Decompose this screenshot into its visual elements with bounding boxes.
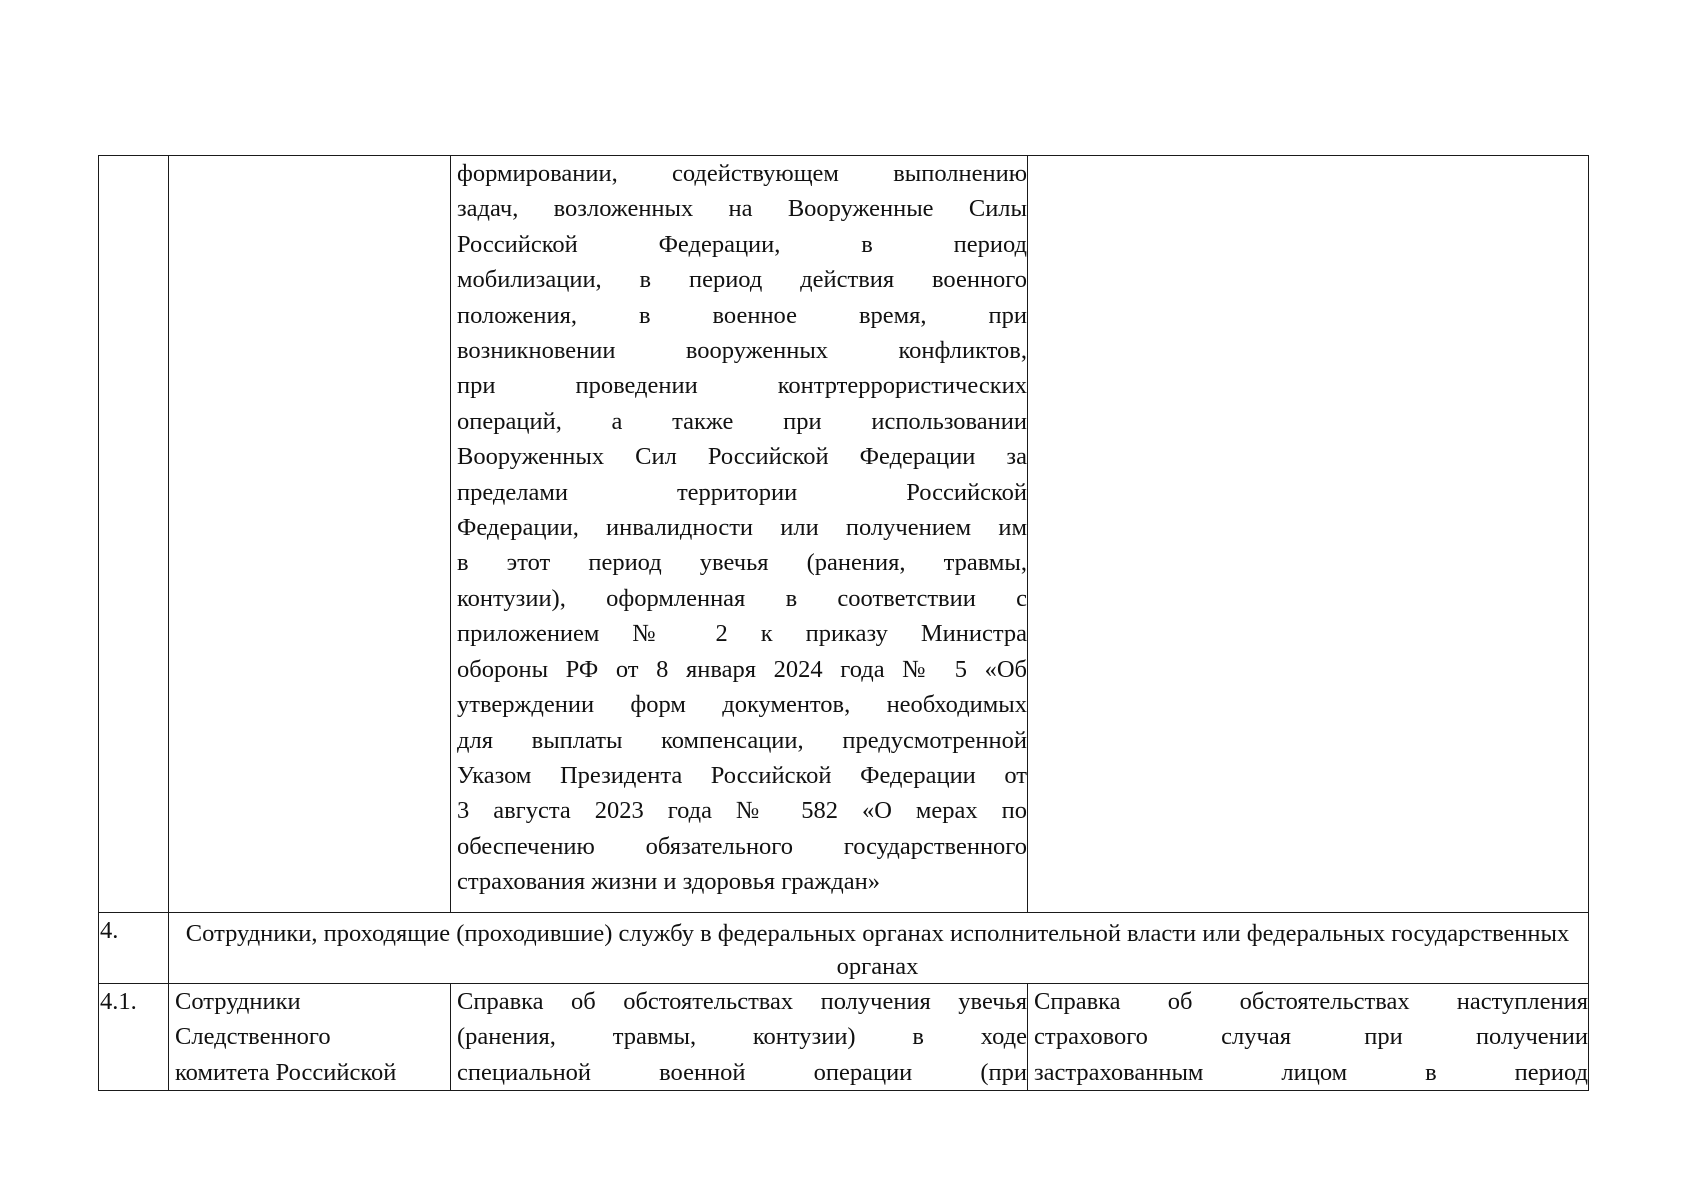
document-text-line: Указом Президента Российской Федерации от — [457, 761, 1027, 789]
section-number: 4. — [99, 913, 169, 984]
cell-insurance-doc-text — [1028, 984, 1589, 1091]
cell-document-text — [451, 156, 1028, 913]
document-table — [98, 155, 1589, 1091]
document-text-line: операций, а также при использовании — [457, 407, 1027, 435]
category-text-line: Следственного — [175, 1023, 331, 1051]
table-row-4-1 — [99, 984, 1589, 1091]
insurance-text-line: застрахованным лицом в период — [1034, 1058, 1588, 1086]
document-text-line: при проведении контртеррористических — [457, 372, 1027, 400]
document-text-line: мобилизации, в период действия военного — [457, 266, 1027, 294]
cell-document-text — [451, 984, 1028, 1091]
document-text-line: контузии), оформленная в соответствии с — [457, 584, 1027, 612]
document-text-line: задач, возложенных на Вооруженные Силы — [457, 195, 1027, 223]
section-title: Сотрудники, проходящие (проходившие) службу в федеральных органах исполнительной власти или федеральных государственных органах — [169, 913, 1589, 984]
document-text-line: возникновении вооруженных конфликтов, — [457, 337, 1027, 365]
document-text-line: 3 августа 2023 года № 582 «О мерах по — [457, 797, 1027, 825]
document-text-line: положения, в военное время, при — [457, 301, 1027, 329]
document-text-line: Российской Федерации, в период — [457, 230, 1027, 258]
document-text-line: Справка об обстоятельствах получения увечья — [457, 988, 1027, 1015]
document-text-line: пределами территории Российской — [457, 478, 1027, 506]
insurance-text-line: Справка об обстоятельствах наступления — [1034, 988, 1588, 1015]
category-text-line: комитета Российской — [175, 1058, 397, 1086]
table-row-continued — [99, 156, 1589, 913]
document-text-line: обороны РФ от 8 января 2024 года № 5 «Об — [457, 655, 1027, 683]
insurance-text-line: страхового случая при получении — [1034, 1023, 1588, 1051]
cell-insurance-doc-empty — [1028, 156, 1589, 913]
cell-category — [169, 984, 451, 1091]
document-text-line: утверждении форм документов, необходимых — [457, 691, 1027, 719]
document-text-line: в этот период увечья (ранения, травмы, — [457, 549, 1027, 577]
cell-number-empty — [99, 156, 169, 913]
document-text-line: приложением № 2 к приказу Министра — [457, 620, 1027, 648]
document-text-line: (ранения, травмы, контузии) в ходе — [457, 1023, 1027, 1051]
table-row-section-4 — [99, 913, 1589, 984]
document-text-line: для выплаты компенсации, предусмотренной — [457, 726, 1027, 754]
document-text-line: Вооруженных Сил Российской Федерации за — [457, 443, 1027, 471]
row-number: 4.1. — [99, 984, 169, 1091]
document-text-line: страхования жизни и здоровья граждан» — [457, 868, 880, 896]
document-text-line: обеспечению обязательного государственного — [457, 832, 1027, 860]
cell-category-empty — [169, 156, 451, 913]
document-text-line: формировании, содействующем выполнению — [457, 160, 1027, 187]
document-text-line: Федерации, инвалидности или получением им — [457, 514, 1027, 542]
document-text-line: специальной военной операции (при — [457, 1058, 1027, 1086]
category-text-line: Сотрудники — [175, 988, 301, 1015]
